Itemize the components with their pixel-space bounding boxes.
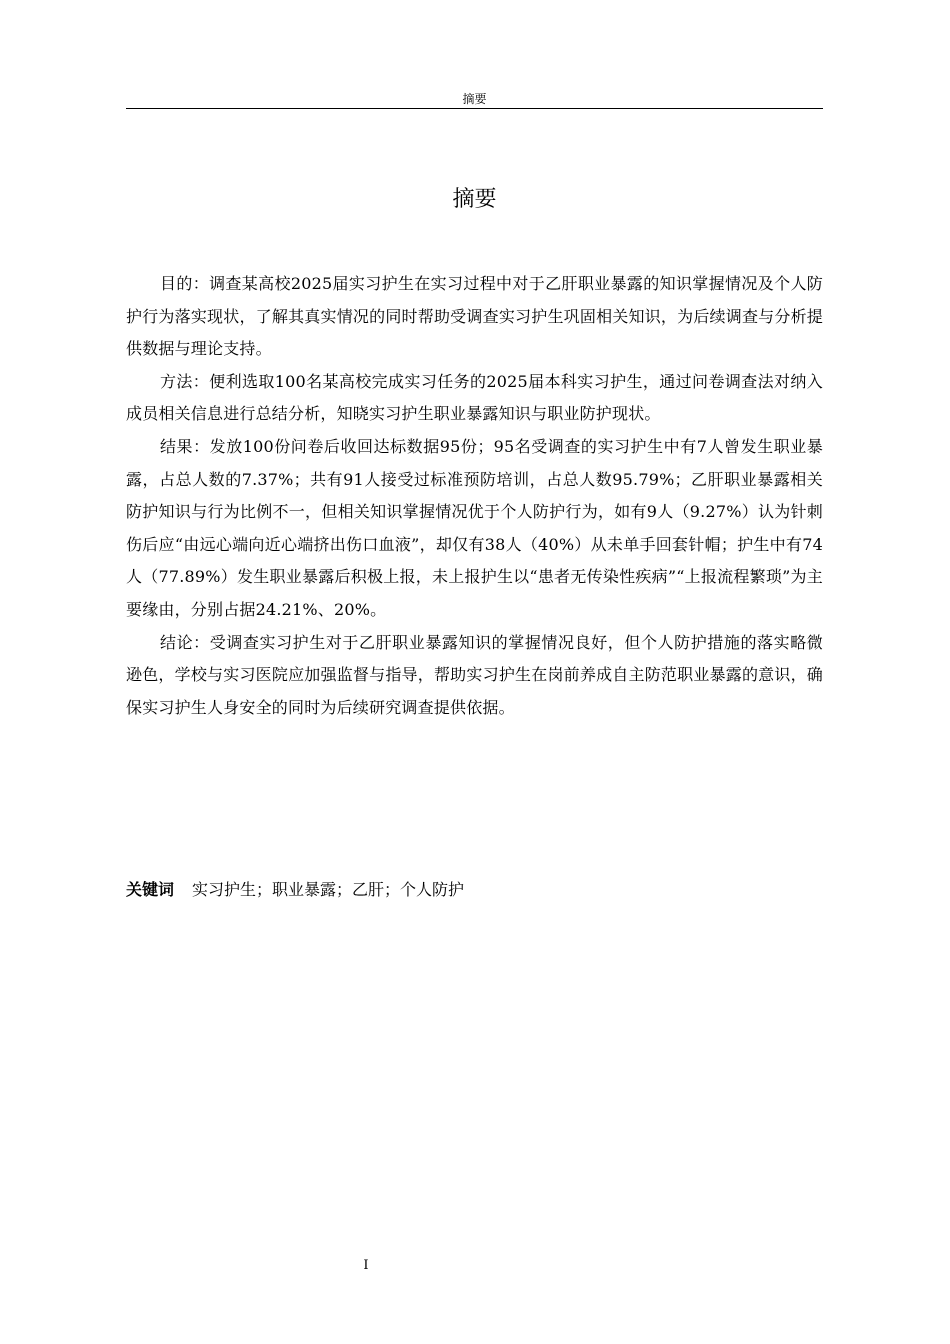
page-title: 摘要: [452, 187, 497, 212]
keywords-label: 关键词: [126, 880, 175, 899]
keywords-value: 实习护生；职业暴露；乙肝；个人防护: [192, 880, 465, 899]
paragraph-results: 结果：发放100份问卷后收回达标数据95份；95名受调查的实习护生中有7人曾发生职业暴露，占总人数的7.37%；共有91人接受过标准预防培训，占总人数95.79%；乙肝职业暴露相关防护知识与行为比例不一，但相关知识掌握情况优于个人防护行为，如有9人（9.27%）认为针刺伤后应“由远心端向近心端挤出伤口血液”，却仅有38人（40%）从未单手回套针帽；护生中有74人（77.89%）发生职业暴露后积极上报，未上报护生以“患者无传染性疾病”“上报流程繁琐”为主要缘由，分别占据24.21%、20%。: [126, 436, 823, 619]
paragraph-conclusion: 结论：受调查实习护生对于乙肝职业暴露知识的掌握情况良好，但个人防护措施的落实略微逊色，学校与实习医院应加强监督与指导，帮助实习护生在岗前养成自主防范职业暴露的意识，确保实习护生人身安全的同时为后续研究调查提供依据。: [126, 632, 823, 717]
paragraph-method: 方法：便利选取100名某高校完成实习任务的2025届本科实习护生，通过问卷调查法对纳入成员相关信息进行总结分析，知晓实习护生职业暴露知识与职业防护现状。: [126, 371, 823, 424]
keywords-line: [126, 876, 823, 904]
paragraph-objective: 目的：调查某高校2025届实习护生在实习过程中对于乙肝职业暴露的知识掌握情况及个人防护行为落实现状，了解其真实情况的同时帮助受调查实习护生巩固相关知识，为后续调查与分析提供数据与理论支持。: [126, 274, 823, 359]
page-number: I: [363, 1258, 369, 1273]
abstract-body: [126, 268, 823, 724]
running-header: 摘要: [462, 92, 487, 106]
header-rule: [126, 108, 823, 109]
